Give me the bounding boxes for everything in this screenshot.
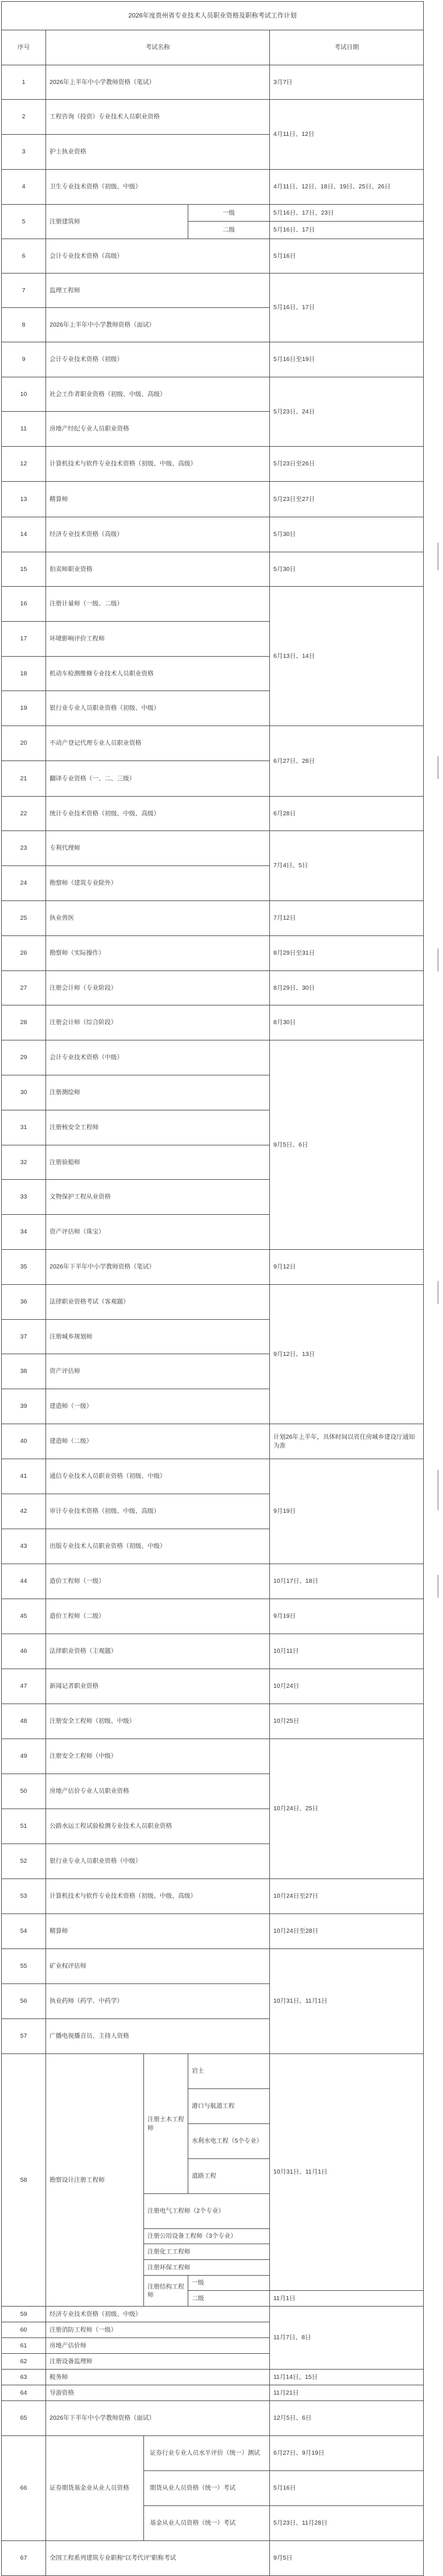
row-no: 58: [2, 2054, 46, 2307]
row-no: 39: [2, 1389, 46, 1424]
exam-name: 证券期货基金业从业人员资格: [46, 2436, 144, 2541]
row-no: 22: [2, 797, 46, 831]
row-no: 36: [2, 1285, 46, 1320]
exam-date: 4月11日、12日: [270, 100, 424, 170]
exam-name: 房地产估价专业人员职业资格: [46, 1774, 270, 1809]
exam-date: 4月11日、12日、18日、19日、25日、26日: [270, 170, 424, 205]
table-row: [2, 239, 424, 274]
exam-date: 5月23日、11月28日: [270, 2506, 424, 2541]
exam-name: 通信专业技术人员职业资格（初级、中级）: [46, 1459, 270, 1494]
exam-name: 资产评估师: [46, 1354, 270, 1389]
table-row: [2, 1704, 424, 1739]
row-no: 61: [2, 2338, 46, 2354]
group-item: 岩土: [188, 2054, 270, 2089]
row-no: 5: [2, 205, 46, 239]
row-no: 26: [2, 936, 46, 971]
exam-name: 执业兽医: [46, 901, 270, 936]
exam-date: 计划26年上半年，具体时间以省住房城乡建设厅通知为准: [270, 1424, 424, 1459]
row-no: 23: [2, 831, 46, 866]
table-row: [2, 587, 424, 622]
table-row: [2, 65, 424, 100]
row-no: 60: [2, 2322, 46, 2338]
group-item: 港口与航道工程: [188, 2089, 270, 2124]
row-no: 54: [2, 1914, 46, 1949]
exam-name: 经济专业技术资格（高级）: [46, 517, 270, 552]
table-row: [2, 552, 424, 587]
exam-name: 工程咨询（投资）专业技术人员职业资格: [46, 100, 270, 135]
row-no: 55: [2, 1949, 46, 1984]
table-row: [2, 205, 424, 222]
exam-date: 9月12日: [270, 1250, 424, 1285]
exam-date: 5月30日: [270, 552, 424, 587]
exam-name: 2026年上半年中小学教师资格（笔试）: [46, 65, 270, 100]
exam-name: 银行业专业人员职业资格（初级、中级）: [46, 691, 270, 726]
table-row: [2, 2436, 424, 2471]
exam-name: 造价工程师（二级）: [46, 1599, 270, 1634]
table-row: [2, 274, 424, 308]
table-row: [2, 797, 424, 831]
exam-date: 12月5日、6日: [270, 2401, 424, 2436]
group-item: 一级: [188, 2276, 270, 2291]
exam-name: 计算机技术与软件专业技术资格（初级、中级、高级）: [46, 1879, 270, 1914]
scrollbar-segment: [437, 1575, 439, 1598]
exam-name: 精算师: [46, 482, 270, 517]
exam-name: 广播电视播音员、主持人资格: [46, 2019, 270, 2054]
exam-date: 3月7日: [270, 65, 424, 100]
exam-name: 机动车检测维修专业技术人员职业资格: [46, 657, 270, 691]
table-row: [2, 2401, 424, 2436]
row-no: 53: [2, 1879, 46, 1914]
row-no: 2: [2, 100, 46, 135]
exam-date: 5月16日、17日: [270, 222, 424, 239]
exam-name: 法律职业资格（主观题）: [46, 1634, 270, 1669]
exam-name: 法律职业资格考试（客观题）: [46, 1285, 270, 1320]
exam-date: 5月16日: [270, 239, 424, 274]
table-row: [2, 517, 424, 552]
exam-date: 11月7日、8日: [270, 2307, 424, 2370]
exam-date: 7月12日: [270, 901, 424, 936]
row-no: 40: [2, 1424, 46, 1459]
exam-schedule-table: [1, 1, 424, 2576]
exam-date: 5月30日: [270, 517, 424, 552]
exam-name: 监理工程师: [46, 274, 270, 308]
table-row: [2, 901, 424, 936]
exam-date: 10月31日、11月1日: [270, 1949, 424, 2054]
exam-name: 注册验船师: [46, 1145, 270, 1180]
group-name: 注册电气工程师（2个专业）: [144, 2194, 270, 2229]
scrollbar-segment: [437, 1281, 439, 1304]
table-row: [2, 2385, 424, 2401]
exam-date: 5月16日至19日: [270, 342, 424, 377]
table-row: [2, 2307, 424, 2322]
row-no: 34: [2, 1215, 46, 1250]
exam-name: 2026年下半年中小学教师资格（笔试）: [46, 1250, 270, 1285]
exam-date: 10月31日、11月1日: [270, 2054, 424, 2291]
exam-date: 6月27日、28日: [270, 726, 424, 797]
scrollbar-segment: [437, 756, 439, 779]
row-no: 20: [2, 726, 46, 761]
sub-exam-name: 一级: [188, 205, 270, 222]
exam-date: 5月23日至27日: [270, 482, 424, 517]
row-no: 49: [2, 1739, 46, 1774]
row-no: 12: [2, 447, 46, 482]
table-row: [2, 936, 424, 971]
exam-name: 护士执业资格: [46, 135, 270, 170]
exam-name: 统计专业技术资格（初级、中级、高级）: [46, 797, 270, 831]
row-no: 10: [2, 377, 46, 412]
sub-exam-name: 基金从业人员资格（统一）考试: [144, 2506, 270, 2541]
exam-name: 审计专业技术资格（初级、中级、高级）: [46, 1494, 270, 1529]
exam-name: 注册会计师（综合阶段）: [46, 1005, 270, 1040]
exam-name: 注册会计师（专业阶段）: [46, 971, 270, 1005]
exam-date: 6月13日、14日: [270, 587, 424, 726]
exam-date: 9月5日: [270, 2541, 424, 2576]
group-name: 注册化工工程师: [144, 2244, 270, 2260]
exam-name: 注册安全工程师（初级、中级）: [46, 1704, 270, 1739]
table-row: [2, 1634, 424, 1669]
row-no: 43: [2, 1529, 46, 1564]
table-row: [2, 1459, 424, 1494]
row-no: 14: [2, 517, 46, 552]
row-no: 62: [2, 2354, 46, 2370]
row-no: 17: [2, 622, 46, 657]
row-no: 50: [2, 1774, 46, 1809]
exam-name: 房地产估价师: [46, 2338, 270, 2354]
exam-date: 10月24日、25日: [270, 1739, 424, 1879]
exam-date: 9月19日: [270, 1459, 424, 1564]
row-no: 1: [2, 65, 46, 100]
row-no: 52: [2, 1844, 46, 1879]
table-row: [2, 726, 424, 761]
exam-date: 10月24日至27日: [270, 1879, 424, 1914]
row-no: 63: [2, 2370, 46, 2385]
exam-name: 新闻记者职业资格: [46, 1669, 270, 1704]
sub-exam-name: 期货从业人员资格（统一）考试: [144, 2471, 270, 2506]
exam-date: 9月12日、13日: [270, 1285, 424, 1424]
table-row: [2, 1250, 424, 1285]
exam-name: 计算机技术与软件专业技术资格（初级、中级、高级）: [46, 447, 270, 482]
table-row: [2, 482, 424, 517]
exam-name: 环境影响评价工程师: [46, 622, 270, 657]
row-no: 3: [2, 135, 46, 170]
exam-date: 8月29日、30日: [270, 971, 424, 1005]
exam-name: 勘察师（实际操作）: [46, 936, 270, 971]
exam-date: 10月25日: [270, 1704, 424, 1739]
row-no: 45: [2, 1599, 46, 1634]
exam-name: 精算师: [46, 1914, 270, 1949]
exam-name: 拍卖师职业资格: [46, 552, 270, 587]
table-row: [2, 447, 424, 482]
exam-name: 2026年上半年中小学教师资格（面试）: [46, 308, 270, 342]
exam-date: 5月16日、17日: [270, 274, 424, 342]
exam-name: 建造师（二级）: [46, 1424, 270, 1459]
table-row: [2, 1739, 424, 1774]
row-no: 21: [2, 761, 46, 797]
header-no: 序号: [2, 30, 46, 65]
exam-date: 11月1日: [270, 2291, 424, 2307]
row-no: 48: [2, 1704, 46, 1739]
row-no: 38: [2, 1354, 46, 1389]
exam-name: 勘察师（建筑专业除外）: [46, 866, 270, 901]
exam-name: 建造师（一级）: [46, 1389, 270, 1424]
exam-name: 注册设备监理师: [46, 2354, 270, 2370]
table-row: [2, 1949, 424, 1984]
exam-date: 5月16日: [270, 2471, 424, 2506]
row-no: 25: [2, 901, 46, 936]
exam-name: 导游资格: [46, 2385, 270, 2401]
exam-name: 矿业权评估师: [46, 1949, 270, 1984]
row-no: 16: [2, 587, 46, 622]
exam-name: 注册消防工程师（一级）: [46, 2322, 270, 2338]
table-row: [2, 1424, 424, 1459]
table-row: [2, 2370, 424, 2385]
table-row: [2, 1599, 424, 1634]
table-row: [2, 1005, 424, 1040]
row-no: 6: [2, 239, 46, 274]
group-name: 注册土木工程师: [144, 2054, 188, 2194]
row-no: 11: [2, 412, 46, 447]
exam-name: 翻译专业资格（一、二、三级）: [46, 761, 270, 797]
table-row: [2, 831, 424, 866]
row-no: 59: [2, 2307, 46, 2322]
exam-name: 注册核安全工程师: [46, 1110, 270, 1145]
row-no: 28: [2, 1005, 46, 1040]
table-row: [2, 100, 424, 135]
row-no: 65: [2, 2401, 46, 2436]
row-no: 33: [2, 1180, 46, 1215]
row-no: 31: [2, 1110, 46, 1145]
row-no: 15: [2, 552, 46, 587]
row-no: 44: [2, 1564, 46, 1599]
row-no: 7: [2, 274, 46, 308]
row-no: 18: [2, 657, 46, 691]
row-no: 4: [2, 170, 46, 205]
row-no: 27: [2, 971, 46, 1005]
table-row: [2, 1669, 424, 1704]
row-no: 35: [2, 1250, 46, 1285]
row-no: 8: [2, 308, 46, 342]
table-row: [2, 1564, 424, 1599]
exam-name: 资产评估师（珠宝）: [46, 1215, 270, 1250]
row-no: 46: [2, 1634, 46, 1669]
table-row: [2, 2, 424, 30]
exam-date: 8月30日: [270, 1005, 424, 1040]
header-name: 考试名称: [46, 30, 270, 65]
table-row: [2, 2541, 424, 2576]
group-item: 道路工程: [188, 2159, 270, 2194]
exam-name: 2026年下半年中小学教师资格（面试）: [46, 2401, 270, 2436]
row-no: 41: [2, 1459, 46, 1494]
table-row: [2, 1914, 424, 1949]
header-date: 考试日期: [270, 30, 424, 65]
exam-date: 11月21日: [270, 2385, 424, 2401]
exam-name: 注册城乡规划师: [46, 1320, 270, 1354]
scrollbar-segment: [437, 1470, 439, 1510]
group-item: 二级: [188, 2291, 270, 2307]
exam-name: 税务师: [46, 2370, 270, 2385]
row-no: 47: [2, 1669, 46, 1704]
row-no: 42: [2, 1494, 46, 1529]
row-no: 56: [2, 1984, 46, 2019]
exam-name: 房地产经纪专业人员职业资格: [46, 412, 270, 447]
exam-name: 会计专业技术资格（中级）: [46, 1040, 270, 1075]
row-no: 57: [2, 2019, 46, 2054]
exam-date: 7月4日、5日: [270, 831, 424, 901]
exam-date: 10月24日: [270, 1669, 424, 1704]
exam-name: 卫生专业技术资格（初级、中级）: [46, 170, 270, 205]
exam-name: 注册安全工程师（中级）: [46, 1739, 270, 1774]
exam-date: 9月19日: [270, 1599, 424, 1634]
row-no: 30: [2, 1075, 46, 1110]
exam-date: 5月23日、24日: [270, 377, 424, 447]
table-row: [2, 1040, 424, 1075]
exam-date: 10月17日、18日: [270, 1564, 424, 1599]
row-no: 32: [2, 1145, 46, 1180]
exam-name: 注册测绘师: [46, 1075, 270, 1110]
row-no: 19: [2, 691, 46, 726]
exam-name: 银行业专业人员职业资格（中级）: [46, 1844, 270, 1879]
table-row: [2, 377, 424, 412]
row-no: 24: [2, 866, 46, 901]
table-title: 2026年度贵州省专业技术人员职业资格及职称考试工作计划: [2, 2, 424, 30]
exam-name: 全国工程系列建筑专业职称“以考代评”职称考试: [46, 2541, 270, 2576]
exam-name: 造价工程师（一级）: [46, 1564, 270, 1599]
group-name: 注册公用设备工程师（3个专业）: [144, 2229, 270, 2244]
exam-name: 注册建筑师: [46, 205, 188, 239]
exam-date: 5月23日至26日: [270, 447, 424, 482]
table-row: [2, 1285, 424, 1320]
table-row: [2, 30, 424, 65]
table-row: [2, 342, 424, 377]
table-row: [2, 2054, 424, 2089]
exam-date: 10月11日: [270, 1634, 424, 1669]
exam-date: 9月5日、6日: [270, 1040, 424, 1250]
table-row: [2, 971, 424, 1005]
exam-name: 公路水运工程试验检测专业技术人员职业资格: [46, 1809, 270, 1844]
exam-name: 执业药师（药学、中药学）: [46, 1984, 270, 2019]
row-no: 51: [2, 1809, 46, 1844]
group-name: 注册结构工程师: [144, 2276, 188, 2307]
group-name: 注册环保工程师: [144, 2260, 270, 2276]
row-no: 13: [2, 482, 46, 517]
exam-date: 11月14日、15日: [270, 2370, 424, 2385]
group-item: 水利水电工程（5个专业）: [188, 2124, 270, 2159]
table-row: [2, 170, 424, 205]
exam-name: 文物保护工程从业资格: [46, 1180, 270, 1215]
row-no: 9: [2, 342, 46, 377]
exam-name: 出版专业技术人员职业资格（初级、中级）: [46, 1529, 270, 1564]
scrollbar-segment: [437, 948, 439, 972]
exam-name: 勘察设计注册工程师: [46, 2054, 144, 2307]
row-no: 37: [2, 1320, 46, 1354]
exam-date: 10月24日至28日: [270, 1914, 424, 1949]
row-no: 67: [2, 2541, 46, 2576]
exam-name: 注册计量师（一级、二级）: [46, 587, 270, 622]
row-no: 29: [2, 1040, 46, 1075]
sub-exam-name: 证券行业专业人员水平评价（统一）测试: [144, 2436, 270, 2471]
exam-date: 6月27日、9月19日: [270, 2436, 424, 2471]
scrollbar-segment: [437, 542, 439, 570]
table-row: [2, 1879, 424, 1914]
exam-name: 会计专业技术资格（初级）: [46, 342, 270, 377]
exam-name: 会计专业技术资格（高级）: [46, 239, 270, 274]
row-no: 66: [2, 2436, 46, 2541]
exam-date: 6月28日: [270, 797, 424, 831]
exam-date: 5月16日、17日、23日: [270, 205, 424, 222]
exam-date: 8月29日至31日: [270, 936, 424, 971]
sub-exam-name: 二级: [188, 222, 270, 239]
exam-name: 经济专业技术资格（初级、中级）: [46, 2307, 270, 2322]
exam-name: 专利代理师: [46, 831, 270, 866]
exam-name: 社会工作者职业资格（初级、中级、高级）: [46, 377, 270, 412]
row-no: 64: [2, 2385, 46, 2401]
exam-name: 不动产登记代理专业人员职业资格: [46, 726, 270, 761]
